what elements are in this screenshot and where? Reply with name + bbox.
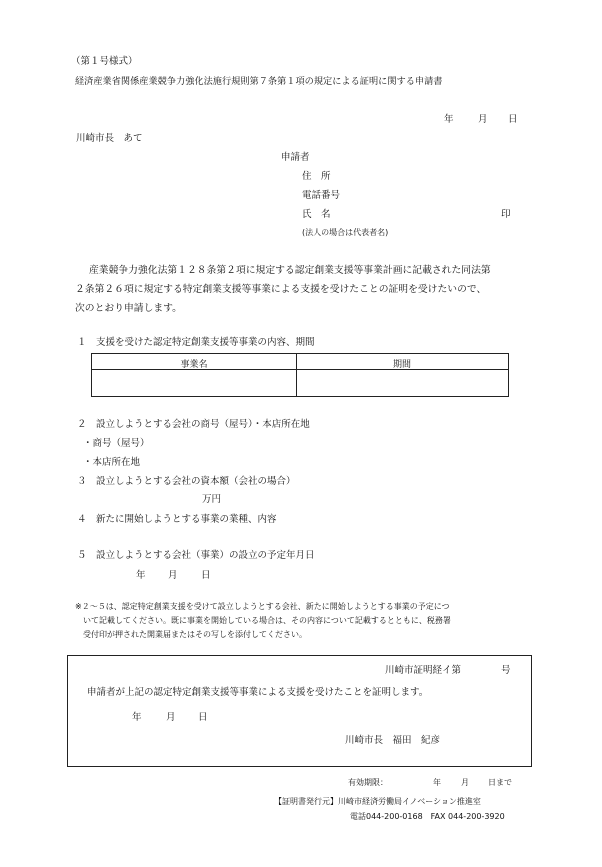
validity-day: 日まで	[488, 778, 512, 787]
applicant-phone-label: 電話番号	[302, 190, 341, 201]
table-header-business-name: 事業名	[180, 360, 208, 370]
item2-heading: ２ 設立しようとする会社の商号（屋号）・本店所在地	[77, 419, 310, 430]
seal-mark: 印	[501, 209, 511, 220]
intro-line-2: ２条第２６項に規定する特定創業支援等事業による支援を受けたことの証明を受けたいので、	[75, 284, 487, 295]
item2-head-office: ・本店所在地	[83, 457, 141, 468]
form-label: （第１号様式）	[71, 56, 138, 67]
validity-year: 年	[433, 778, 441, 787]
date-day: 日	[508, 114, 518, 125]
certificate-year: 年	[132, 712, 142, 723]
validity-label: 有効期限：	[348, 778, 388, 787]
applicant-note: (法人の場合は代表者名)	[302, 228, 389, 237]
table-header-period: 期間	[392, 360, 411, 370]
table-cell-business-name[interactable]	[96, 374, 292, 394]
validity-month: 月	[461, 778, 469, 787]
note-line-1: ※２～５は、認定特定創業支援を受けて設立しようとする会社、新たに開始しようとする事業の予定につ	[75, 602, 450, 611]
certificate-signer: 川崎市長 福田 紀彦	[345, 735, 441, 746]
item5-year: 年	[136, 570, 146, 581]
applicant-name-label: 氏 名	[302, 209, 331, 220]
item3-heading: ３ 設立しようとする会社の資本額（会社の場合）	[77, 476, 296, 487]
certificate-number-suffix: 号	[501, 665, 511, 676]
certificate-number-prefix: 川崎市証明経イ第	[385, 665, 462, 676]
applicant-address-label: 住 所	[302, 171, 331, 182]
document-title: 経済産業省関係産業競争力強化法施行規則第７条第１項の規定による証明に関する申請書	[75, 76, 443, 87]
note-line-3: 受付印が押された開業届またはその写しを添付してください。	[83, 630, 307, 639]
certificate-box	[67, 655, 532, 767]
date-month: 月	[478, 114, 488, 125]
intro-line-3: 次のとおり申請します。	[75, 303, 182, 314]
contact-line: 電話044-200-0168 FAX 044-200-3920	[350, 812, 505, 821]
item5-heading: ５ 設立しようとする会社（事業）の設立の予定年月日	[77, 550, 315, 561]
note-line-2: いて記載してください。既に事業を開始している場合は、その内容について記載するとともに、税務署	[83, 616, 451, 625]
item4-heading: ４ 新たに開始しようとする事業の業種、内容	[77, 514, 277, 525]
item5-month: 月	[168, 570, 178, 581]
table-cell-period[interactable]	[300, 374, 505, 394]
item5-day: 日	[201, 570, 211, 581]
item1-heading: １ 支援を受けた認定特定創業支援等事業の内容、期間	[77, 337, 315, 348]
issuer-line: 【証明書発行元】川崎市経済労働局イノベーション推進室	[274, 797, 481, 806]
intro-line-1: 産業競争力強化法第１２８条第２項に規定する認定創業支援等事業計画に記載された同法第	[89, 265, 491, 276]
date-year: 年	[444, 114, 454, 125]
certificate-month: 月	[166, 712, 176, 723]
item2-trade-name: ・商号（屋号）	[83, 438, 150, 449]
addressee: 川崎市長 あて	[76, 133, 143, 144]
certificate-statement: 申請者が上記の認定特定創業支援等事業による支援を受けたことを証明します。	[87, 687, 429, 698]
item3-unit: 万円	[202, 494, 222, 505]
certificate-day: 日	[198, 712, 208, 723]
support-table	[91, 353, 509, 397]
applicant-heading: 申請者	[281, 152, 310, 163]
